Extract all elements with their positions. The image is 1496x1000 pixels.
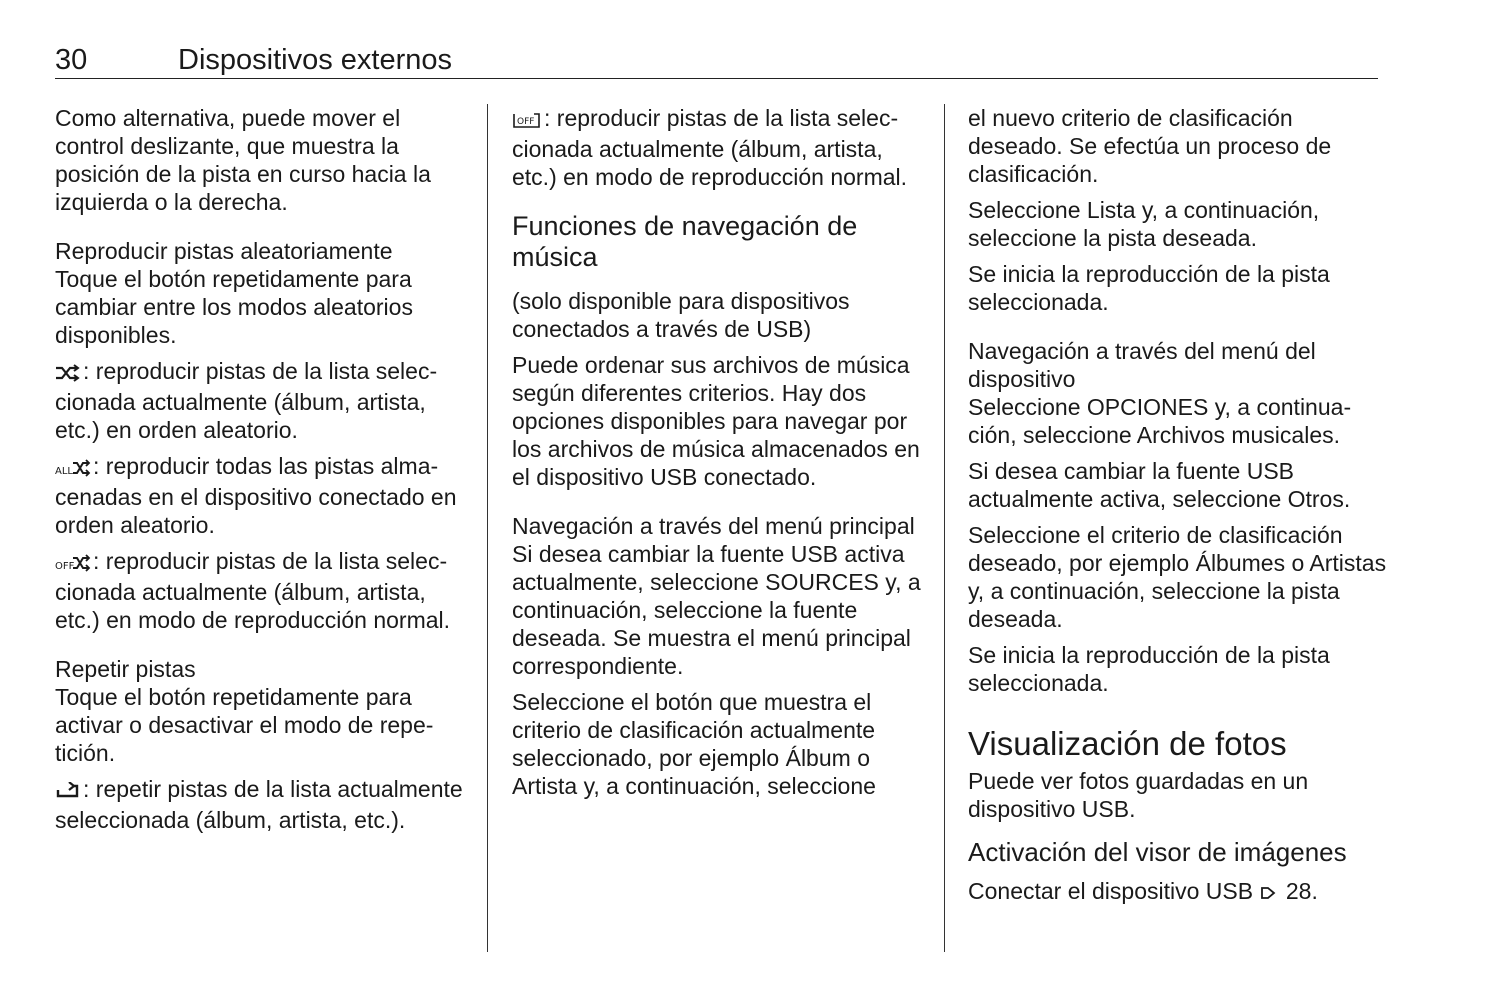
- column-divider: [944, 104, 945, 952]
- repeat-off-icon: [512, 107, 542, 135]
- paragraph: Puede ordenar sus archivos de música según diferentes criterios. Hay dos opciones disponibles para navegar por los archivos de música almacenados en el dispositivo USB conectado.: [512, 352, 920, 490]
- note: (solo disponible para dispositivos conectados a través de USB): [512, 288, 850, 342]
- column-1: [55, 104, 475, 842]
- subheading-viewer: Activación del visor de imágenes: [968, 837, 1347, 867]
- list-item: OFF : reproducir pistas de la lista seleccionada actualmente (álbum, artista, etc.) en modo de reproducción normal.: [512, 105, 908, 190]
- shuffle-all-icon: [55, 455, 91, 483]
- page-reference[interactable]: 28.: [1279, 878, 1318, 904]
- subheading-repeat: Repetir pistas: [55, 656, 196, 682]
- paragraph: Puede ver fotos guardadas en un dispositivo USB.: [968, 768, 1309, 822]
- paragraph: Si desea cambiar la fuente USB actualmente activa, seleccione Otros.: [968, 458, 1351, 512]
- paragraph: Se inicia la reproducción de la pista seleccionada.: [968, 261, 1330, 315]
- paragraph: Seleccione el botón que muestra el criterio de clasificación actualmente seleccionado, por ejemplo Álbum o Artista y, a continuación, seleccione: [512, 689, 876, 799]
- svg-text:ALL: ALL: [55, 466, 73, 477]
- paragraph: Toque el botón repetidamente para activar o desactivar el modo de repetición.: [55, 684, 434, 766]
- list-item: ALL : reproducir todas las pistas almacenadas en el dispositivo conectado en orden aleatorio.: [55, 453, 457, 538]
- paragraph: Como alternativa, puede mover el control deslizante, que muestra la posición de la pista en curso hacia la izquierda o la derecha.: [55, 105, 431, 215]
- column-2: [512, 104, 932, 808]
- paragraph: Conectar el dispositivo USB 28.: [968, 877, 1388, 908]
- subheading-device-menu: Navegación a través del menú del dispositivo: [968, 338, 1316, 392]
- section-heading-photos: Visualización de fotos: [968, 725, 1287, 762]
- paragraph: Si desea cambiar la fuente USB activa actualmente, seleccione SOURCES y, a continuación, seleccione la fuente deseada. Se muestra el menú principal correspondiente.: [512, 541, 921, 679]
- subheading-shuffle: Reproducir pistas aleatoriamente: [55, 238, 393, 264]
- paragraph: Seleccione OPCIONES y, a continuación, seleccione Archivos musicales.: [968, 394, 1352, 448]
- page-header: [55, 38, 1378, 79]
- list-item: : reproducir pistas de la lista seleccionada actualmente (álbum, artista, etc.) en orden aleatorio.: [55, 358, 438, 443]
- shuffle-icon: [55, 360, 81, 388]
- paragraph: Seleccione Lista y, a continuación, seleccione la pista deseada.: [968, 197, 1320, 251]
- reference-arrow-icon: [1259, 880, 1277, 908]
- section-heading-navigation: Funciones de navegación de música: [512, 211, 858, 272]
- paragraph: Se inicia la reproducción de la pista seleccionada.: [968, 642, 1330, 696]
- svg-text:OFF: OFF: [517, 117, 535, 127]
- shuffle-off-icon: [55, 550, 91, 578]
- list-item: : repetir pistas de la lista actualmente seleccionada (álbum, artista, etc.).: [55, 776, 463, 833]
- paragraph: Seleccione el criterio de clasificación deseado, por ejemplo Álbumes o Artistas y, a continuación, seleccione la pista deseada.: [968, 522, 1387, 632]
- column-divider: [487, 104, 488, 952]
- paragraph: el nuevo criterio de clasificación deseado. Se efectúa un proceso de clasificación.: [968, 105, 1332, 187]
- page-title: Dispositivos externos: [178, 44, 452, 76]
- svg-text:OFF: OFF: [55, 561, 75, 572]
- subheading-main-menu: Navegación a través del menú principal: [512, 513, 915, 539]
- column-3: [968, 104, 1388, 916]
- list-item: OFF : reproducir pistas de la lista seleccionada actualmente (álbum, artista, etc.) en modo de reproducción normal.: [55, 548, 451, 633]
- page-number: 30: [55, 44, 88, 76]
- paragraph: Toque el botón repetidamente para cambiar entre los modos aleatorios disponibles.: [55, 266, 413, 348]
- repeat-icon: [55, 778, 81, 806]
